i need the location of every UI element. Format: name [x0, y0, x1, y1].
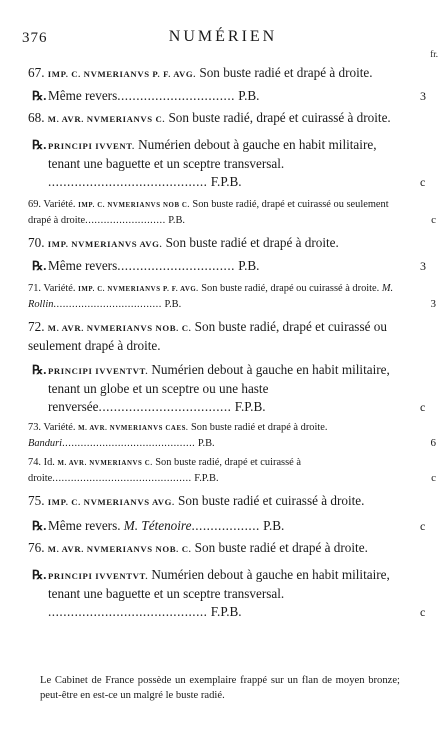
grade-label: P.B.	[168, 215, 186, 226]
source-author: M. Tétenoire	[123, 518, 192, 533]
entry-description: Son buste radié, drapé et cuirassé ou seulement drapé à droite.	[28, 319, 387, 353]
entry-75-reverse: ℞. Même revers. M. Tétenoire.................. P.B. c	[32, 518, 426, 533]
reverse-symbol: ℞.	[32, 138, 47, 152]
coin-legend: IMP. C. NVMERIANVS NOB C.	[78, 202, 190, 209]
coin-legend: IMP. C. NVMERIANVS P. F. AVG.	[47, 69, 197, 79]
entry-description: Son buste radié et drapé à droite.	[199, 65, 373, 80]
variety-prefix: Id.	[43, 457, 55, 468]
running-title: NUMÉRIEN	[168, 28, 278, 45]
entry-number: 69.	[28, 199, 41, 210]
grade-label: P.B.	[238, 88, 260, 103]
entry-description: Même revers	[48, 258, 118, 273]
entry-number: 72.	[28, 319, 45, 334]
entry-number: 67.	[28, 65, 45, 80]
coin-legend: M. AVR. NVMERIANVS C.	[57, 460, 153, 467]
entry-76-obverse	[0, 539, 446, 558]
variety-prefix: Variété.	[43, 422, 76, 433]
entry-description: Numérien debout à gauche en habit militaire, tenant une baguette et un sceptre transversal.	[48, 137, 377, 171]
leader-dots: ..........................................	[48, 604, 208, 619]
entry-description: Même revers	[48, 88, 118, 103]
rarity-value: c	[431, 214, 436, 226]
entry-74-variety	[0, 455, 446, 486]
leader-dots: .............................................	[52, 473, 192, 484]
grade-label: P.B.	[197, 438, 215, 449]
entry-76-reverse: ℞. PRINCIPI IVVENTVT. Numérien debout à gauche en habit militaire, tenant une baguette et un sceptre transversal. .......................................... F.P.B. c	[32, 567, 426, 619]
grade-label: P.B.	[263, 518, 285, 533]
grade-label: F.P.B.	[194, 473, 219, 484]
entry-description: Son buste radié et drapé à droite.	[191, 422, 328, 433]
coin-legend: M. AVR. NVMERIANVS NOB. C.	[47, 544, 192, 554]
catalogue-entries	[0, 64, 446, 621]
coin-legend: IMP. C. NVMERIANVS AVG.	[47, 497, 175, 507]
entry-73-variety	[0, 420, 446, 451]
entry-description: Son buste radié et drapé à droite.	[165, 235, 339, 250]
entry-description: Son buste radié, drapé et cuirassé à droite	[28, 457, 301, 484]
leader-dots: ..................	[191, 518, 260, 533]
page-number: 376	[22, 30, 48, 46]
entry-description: Même revers.	[48, 518, 121, 533]
entry-72-reverse: ℞. PRINCIPI IVVENTVT. Numérien debout à gauche en habit militaire, tenant un globe et un sceptre ou une haste renversée................................... F.P.B. c	[32, 362, 426, 414]
reverse-symbol: ℞.	[32, 519, 47, 533]
coin-legend: IMP. C. NVMERIANVS P. F. AVG.	[78, 286, 199, 293]
grade-label: P.B.	[238, 258, 260, 273]
variety-prefix: Variété.	[43, 283, 76, 294]
footnote: Le Cabinet de France possède un exemplaire frappé sur un flan de moyen bronze; peut-être en est-ce un malgré le buste radié.	[40, 675, 400, 701]
variety-prefix: Variété.	[43, 199, 76, 210]
coin-legend: PRINCIPI IVVENT.	[48, 141, 135, 151]
reverse-symbol: ℞.	[32, 259, 47, 273]
entry-number: 68.	[28, 110, 45, 125]
leader-dots: ...................................	[98, 399, 232, 414]
entry-description: Son buste radié, drapé et cuirassé ou seulement drapé à droite	[28, 199, 389, 226]
entry-description: Son buste radié, drapé ou cuirassé à droite.	[201, 283, 380, 294]
entry-number: 73.	[28, 422, 41, 433]
rarity-value: 3	[430, 298, 436, 310]
grade-label: P.B.	[164, 299, 182, 310]
entry-description: Numérien debout à gauche en habit militaire, tenant un globe et un sceptre ou une haste renversée	[48, 362, 390, 414]
entry-description: Numérien debout à gauche en habit militaire, tenant une baguette et un sceptre transversal.	[48, 567, 390, 601]
entry-description: Son buste radié, drapé et cuirassé à droite.	[168, 110, 391, 125]
entry-description: Son buste radié et cuirassé à droite.	[178, 493, 365, 508]
coin-legend: IMP. NVMERIANVS AVG.	[47, 239, 163, 249]
entry-number: 70.	[28, 235, 45, 250]
rarity-column-label: fr.	[430, 49, 438, 59]
entry-number: 75.	[28, 493, 45, 508]
entry-70-obverse	[0, 234, 446, 253]
entry-number: 71.	[28, 283, 41, 294]
entry-68-obverse	[0, 109, 446, 128]
grade-label: F.P.B.	[210, 174, 242, 189]
leader-dots: ..........................	[85, 215, 166, 226]
rarity-value: c	[431, 472, 436, 484]
leader-dots: ...............................	[117, 258, 235, 273]
coin-legend: M. AVR. NVMERIANVS C.	[47, 114, 166, 124]
coin-legend: PRINCIPI IVVENTVT.	[48, 366, 149, 376]
rarity-value: 6	[430, 437, 436, 449]
entry-75-obverse	[0, 492, 446, 511]
grade-label: F.P.B.	[210, 604, 242, 619]
source-author: Banduri	[28, 438, 63, 449]
source-author: M. Rollin	[28, 283, 394, 310]
coin-legend: PRINCIPI IVVENTVT.	[48, 571, 149, 581]
grade-label: F.P.B.	[234, 399, 266, 414]
entry-70-reverse: ℞. Même revers............................... P.B. 3	[32, 258, 426, 273]
entry-number: 76.	[28, 540, 45, 555]
reverse-symbol: ℞.	[32, 363, 47, 377]
reverse-symbol: ℞.	[32, 568, 47, 582]
leader-dots: ..........................................	[48, 174, 208, 189]
entry-description: Son buste radié et drapé à droite.	[194, 540, 368, 555]
entry-67-reverse: ℞. Même revers............................... P.B. 3	[32, 88, 426, 103]
coin-legend: M. AVR. NVMERIANVS NOB. C.	[47, 323, 192, 333]
entry-68-reverse: ℞. PRINCIPI IVVENT. Numérien debout à gauche en habit militaire, tenant une baguette et un sceptre transversal. .......................................... F.P.B. c	[32, 137, 426, 189]
entry-number: 74.	[28, 457, 41, 468]
entry-71-variety	[0, 281, 446, 312]
entry-67-obverse	[0, 64, 446, 83]
entry-72-obverse	[0, 318, 446, 355]
leader-dots: ...................................	[53, 299, 162, 310]
leader-dots: ...........................................	[62, 438, 196, 449]
entry-69-variety	[0, 197, 446, 228]
page-header	[0, 26, 446, 48]
coin-legend: M. AVR. NVMERIANVS CAES.	[78, 425, 189, 432]
leader-dots: ...............................	[117, 88, 235, 103]
reverse-symbol: ℞.	[32, 89, 47, 103]
